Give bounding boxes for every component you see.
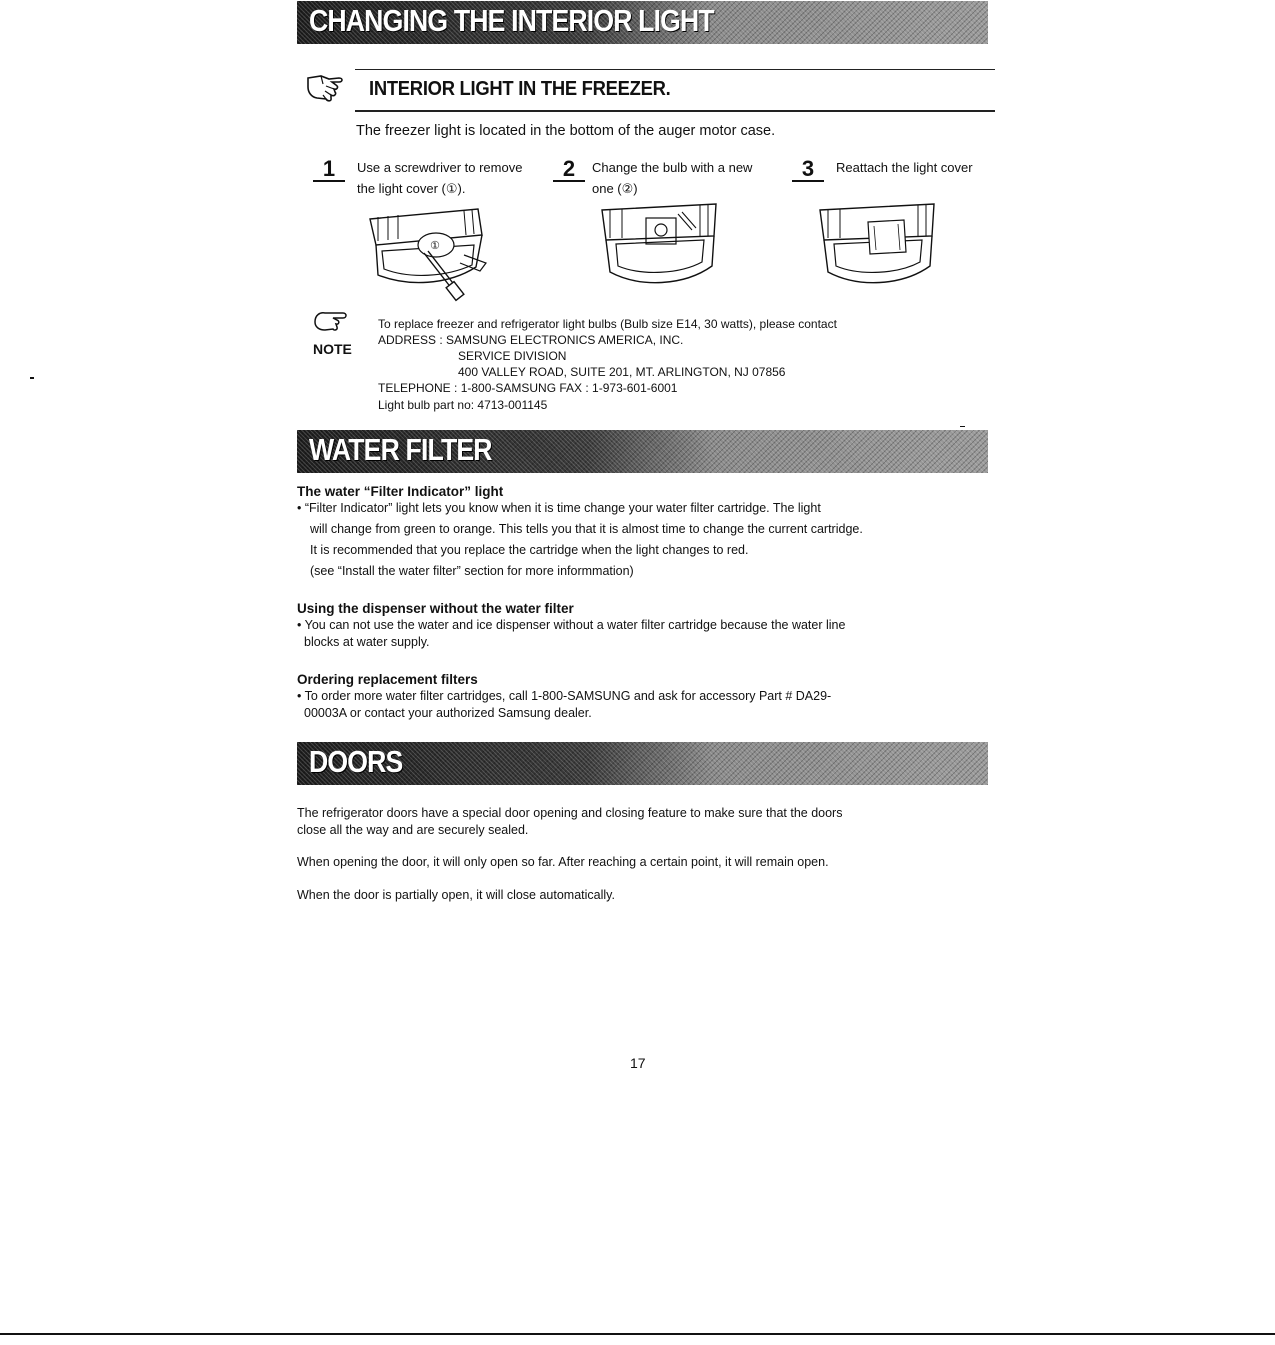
filter-indicator-heading: The water “Filter Indicator” light: [297, 484, 504, 499]
freezer-subheading-box: [355, 69, 995, 112]
dispenser-line-1: • You can not use the water and ice dispenser without a water filter cartridge because the water line: [297, 618, 846, 632]
dispenser-heading: Using the dispenser without the water filter: [297, 601, 574, 616]
banner-doors-title: DOORS: [309, 744, 403, 779]
step-3-text: [836, 157, 973, 178]
freezer-subheading: INTERIOR LIGHT IN THE FREEZER.: [369, 78, 671, 100]
filter-indicator-line-3: It is recommended that you replace the cartridge when the light changes to red.: [310, 543, 749, 557]
doors-line-1: The refrigerator doors have a special door opening and closing feature to make sure that the doors: [297, 806, 843, 820]
filter-indicator-line-1: • “Filter Indicator” light lets you know when it is time change your water filter cartridge. The light: [297, 501, 821, 515]
ordering-heading: Ordering replacement filters: [297, 672, 478, 687]
step-2-illustration: [600, 200, 720, 292]
doors-line-4: When the door is partially open, it will close automatically.: [297, 888, 615, 902]
intro-text: The freezer light is located in the bottom of the auger motor case.: [356, 123, 776, 139]
step-3-number: 3: [792, 158, 824, 182]
step-2-number: 2: [553, 158, 585, 182]
step-1-text: [357, 157, 522, 199]
banner-water-filter-title: WATER FILTER: [309, 432, 492, 467]
step-3-line1: Reattach the light cover: [836, 160, 973, 175]
banner-interior-light-title: CHANGING THE INTERIOR LIGHT: [309, 3, 714, 38]
doors-line-3: When opening the door, it will only open so far. After reaching a certain point, it will remain open.: [297, 855, 829, 869]
step-1-line2: the light cover (①).: [357, 181, 466, 196]
note-hand-icon: [313, 310, 349, 334]
note-label: NOTE: [313, 341, 352, 357]
bottom-rule: [0, 1333, 1275, 1335]
stray-mark: [30, 377, 34, 379]
ordering-line-1: • To order more water filter cartridges, call 1-800-SAMSUNG and ask for accessory Part # DA29-: [297, 689, 832, 703]
ordering-line-2: 00003A or contact your authorized Samsung dealer.: [304, 706, 592, 720]
svg-text:①: ①: [430, 239, 440, 252]
step-1-line1: Use a screwdriver to remove: [357, 160, 523, 175]
note-line-6: Light bulb part no: 4713-001145: [378, 398, 548, 412]
note-line-5: TELEPHONE : 1-800-SAMSUNG FAX : 1-973-601-6001: [378, 381, 678, 395]
note-line-3: SERVICE DIVISION: [458, 349, 567, 363]
step-1-number: 1: [313, 158, 345, 182]
filter-indicator-line-2: will change from green to orange. This tells you that it is almost time to change the current cartridge.: [310, 522, 863, 536]
stray-mark-2: [960, 426, 965, 427]
page-number: 17: [630, 1055, 646, 1071]
hand-pointer-icon: [305, 72, 347, 106]
filter-indicator-line-4: (see “Install the water filter” section for more informmation): [310, 564, 634, 578]
step-2-text: [592, 157, 752, 199]
step-1-illustration: [368, 205, 488, 305]
dispenser-line-2: blocks at water supply.: [304, 635, 430, 649]
note-line-2: ADDRESS : SAMSUNG ELECTRONICS AMERICA, INC.: [378, 333, 684, 347]
banner-interior-light: [297, 1, 988, 44]
doors-line-2: close all the way and are securely sealed.: [297, 823, 529, 837]
banner-water-filter: [297, 430, 988, 473]
note-line-4: 400 VALLEY ROAD, SUITE 201, MT. ARLINGTON, NJ 07856: [458, 365, 786, 379]
banner-doors: [297, 742, 988, 785]
step-2-line1: Change the bulb with a new: [592, 160, 753, 175]
note-line-1: To replace freezer and refrigerator light bulbs (Bulb size E14, 30 watts), please contact: [378, 317, 837, 331]
step-2-line2: one (②): [592, 181, 638, 196]
step-3-illustration: [818, 200, 938, 292]
